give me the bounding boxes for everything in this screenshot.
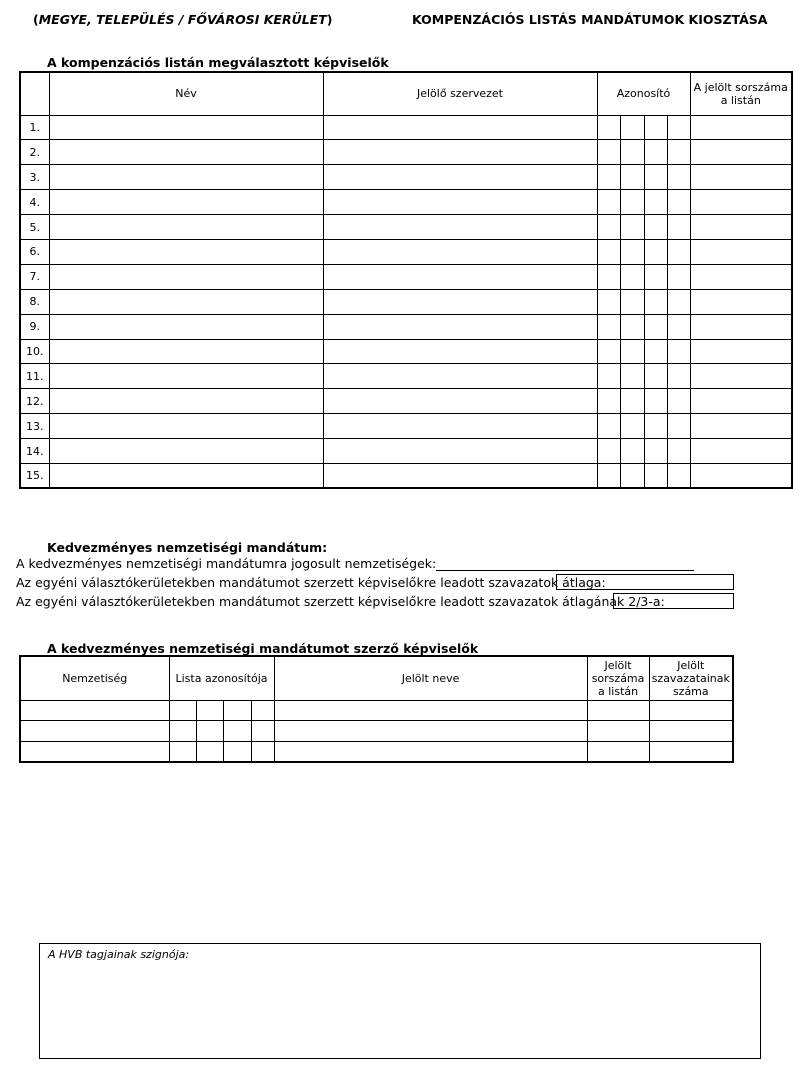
name-cell[interactable] [49, 414, 323, 439]
list-id-digit-cell[interactable] [169, 721, 196, 742]
row-number: 13. [20, 414, 49, 439]
identifier-digit-cell[interactable] [644, 389, 667, 414]
identifier-digit-cell[interactable] [667, 339, 690, 364]
nationality-cell[interactable] [20, 721, 169, 742]
row-number-header [20, 72, 49, 115]
row-number: 7. [20, 264, 49, 289]
name-cell[interactable] [49, 314, 323, 339]
organization-cell[interactable] [323, 140, 597, 165]
identifier-digit-cell[interactable] [597, 439, 620, 464]
identifier-digit-cell[interactable] [620, 389, 644, 414]
identifier-digit-cell[interactable] [597, 389, 620, 414]
organization-cell[interactable] [323, 264, 597, 289]
identifier-digit-cell[interactable] [620, 215, 644, 240]
rank-cell[interactable] [690, 339, 792, 364]
identifier-digit-cell[interactable] [597, 339, 620, 364]
identifier-digit-cell[interactable] [597, 463, 620, 488]
organization-cell[interactable] [323, 239, 597, 264]
name-cell[interactable] [49, 389, 323, 414]
list-id-digit-cell[interactable] [223, 700, 251, 721]
list-id-header: Lista azonosítója [169, 656, 274, 700]
header-location-italic: MEGYE, TELEPÜLÉS / FŐVÁROSI KERÜLET [38, 12, 327, 27]
candidate-name-header: Jelölt neve [274, 656, 587, 700]
table-header-row [20, 656, 733, 700]
identifier-digit-cell[interactable] [644, 439, 667, 464]
name-cell[interactable] [49, 140, 323, 165]
table-row [20, 239, 792, 264]
row-number: 14. [20, 439, 49, 464]
identifier-digit-cell[interactable] [597, 115, 620, 140]
table-row [20, 215, 792, 240]
rank-cell[interactable] [690, 140, 792, 165]
table-header-row [20, 72, 792, 115]
name-cell[interactable] [49, 364, 323, 389]
table-row [20, 439, 792, 464]
candidate-votes-header: Jelölt szavazatainak száma [649, 656, 733, 700]
identifier-header: Azonosító [597, 72, 690, 115]
table-row [20, 264, 792, 289]
list-id-digit-cell[interactable] [251, 721, 274, 742]
two-thirds-field[interactable] [613, 593, 734, 609]
organization-header: Jelölő szervezet [323, 72, 597, 115]
two-thirds-line: Az egyéni választókerületekben mandátumot szerzett képviselőkre leadott szavazatok átlagának 2/3-a: [16, 594, 665, 609]
list-id-digit-cell[interactable] [223, 741, 251, 762]
candidate-votes-cell[interactable] [649, 721, 733, 742]
row-number: 8. [20, 289, 49, 314]
identifier-digit-cell[interactable] [667, 215, 690, 240]
signature-label: A HVB tagjainak szignója: [48, 948, 190, 961]
name-cell[interactable] [49, 239, 323, 264]
list-id-digit-cell[interactable] [169, 700, 196, 721]
identifier-digit-cell[interactable] [620, 115, 644, 140]
candidate-rank-header: Jelölt sorszáma a listán [587, 656, 649, 700]
row-number: 4. [20, 190, 49, 215]
identifier-digit-cell[interactable] [620, 239, 644, 264]
organization-cell[interactable] [323, 190, 597, 215]
average-votes-field[interactable] [556, 574, 734, 590]
row-number: 2. [20, 140, 49, 165]
row-number: 12. [20, 389, 49, 414]
rank-cell[interactable] [690, 314, 792, 339]
nationality-header: Nemzetiség [20, 656, 169, 700]
list-id-digit-cell[interactable] [196, 721, 223, 742]
identifier-digit-cell[interactable] [597, 239, 620, 264]
identifier-digit-cell[interactable] [597, 190, 620, 215]
identifier-digit-cell[interactable] [597, 314, 620, 339]
identifier-digit-cell[interactable] [667, 364, 690, 389]
identifier-digit-cell[interactable] [597, 140, 620, 165]
identifier-digit-cell[interactable] [620, 289, 644, 314]
organization-cell[interactable] [323, 314, 597, 339]
table-row [20, 414, 792, 439]
row-number: 3. [20, 165, 49, 190]
identifier-digit-cell[interactable] [644, 140, 667, 165]
rank-header: A jelölt sorszáma a listán [690, 72, 792, 115]
name-cell[interactable] [49, 264, 323, 289]
table-row [20, 339, 792, 364]
list-id-digit-cell[interactable] [196, 741, 223, 762]
identifier-digit-cell[interactable] [667, 239, 690, 264]
name-cell[interactable] [49, 439, 323, 464]
list-id-digit-cell[interactable] [251, 741, 274, 762]
identifier-digit-cell[interactable] [644, 239, 667, 264]
rank-cell[interactable] [690, 264, 792, 289]
rank-cell[interactable] [690, 239, 792, 264]
identifier-digit-cell[interactable] [644, 115, 667, 140]
nationality-mandate-table [19, 655, 734, 763]
identifier-digit-cell[interactable] [597, 264, 620, 289]
rank-cell[interactable] [690, 439, 792, 464]
name-cell[interactable] [49, 463, 323, 488]
list-id-digit-cell[interactable] [223, 721, 251, 742]
organization-cell[interactable] [323, 439, 597, 464]
page-title: KOMPENZÁCIÓS LISTÁS MANDÁTUMOK KIOSZTÁSA [412, 12, 768, 27]
identifier-digit-cell[interactable] [667, 439, 690, 464]
section3-title: A kedvezményes nemzetiségi mandátumot szerző képviselők [47, 641, 479, 656]
identifier-digit-cell[interactable] [667, 190, 690, 215]
nationality-cell[interactable] [20, 700, 169, 721]
candidate-name-cell[interactable] [274, 721, 587, 742]
name-cell[interactable] [49, 339, 323, 364]
signature-box[interactable] [39, 943, 761, 1059]
name-cell[interactable] [49, 115, 323, 140]
row-number: 15. [20, 463, 49, 488]
identifier-digit-cell[interactable] [644, 314, 667, 339]
table-row [20, 463, 792, 488]
table-row [20, 165, 792, 190]
row-number: 9. [20, 314, 49, 339]
row-number: 6. [20, 239, 49, 264]
organization-cell[interactable] [323, 364, 597, 389]
table-row [20, 289, 792, 314]
candidate-name-cell[interactable] [274, 741, 587, 762]
identifier-digit-cell[interactable] [644, 190, 667, 215]
organization-cell[interactable] [323, 115, 597, 140]
organization-cell[interactable] [323, 289, 597, 314]
identifier-digit-cell[interactable] [667, 414, 690, 439]
identifier-digit-cell[interactable] [620, 439, 644, 464]
name-cell[interactable] [49, 165, 323, 190]
identifier-digit-cell[interactable] [644, 289, 667, 314]
identifier-digit-cell[interactable] [644, 339, 667, 364]
list-id-digit-cell[interactable] [169, 741, 196, 762]
identifier-digit-cell[interactable] [644, 165, 667, 190]
rank-cell[interactable] [690, 414, 792, 439]
table-row [20, 364, 792, 389]
table-row [20, 115, 792, 140]
organization-cell[interactable] [323, 414, 597, 439]
candidate-rank-cell[interactable] [587, 700, 649, 721]
table-row [20, 721, 733, 742]
identifier-digit-cell[interactable] [667, 140, 690, 165]
candidate-votes-cell[interactable] [649, 700, 733, 721]
identifier-digit-cell[interactable] [620, 339, 644, 364]
identifier-digit-cell[interactable] [620, 314, 644, 339]
row-number: 1. [20, 115, 49, 140]
organization-cell[interactable] [323, 339, 597, 364]
name-cell[interactable] [49, 289, 323, 314]
elected-representatives-table [19, 71, 793, 489]
table-row [20, 389, 792, 414]
identifier-digit-cell[interactable] [597, 165, 620, 190]
identifier-digit-cell[interactable] [597, 414, 620, 439]
identifier-digit-cell[interactable] [597, 289, 620, 314]
name-cell[interactable] [49, 190, 323, 215]
table-row [20, 140, 792, 165]
name-header: Név [49, 72, 323, 115]
identifier-digit-cell[interactable] [667, 115, 690, 140]
rank-cell[interactable] [690, 389, 792, 414]
candidate-votes-cell[interactable] [649, 741, 733, 762]
nationalities-field[interactable] [436, 557, 694, 571]
identifier-digit-cell[interactable] [667, 463, 690, 488]
identifier-digit-cell[interactable] [620, 463, 644, 488]
nationality-cell[interactable] [20, 741, 169, 762]
organization-cell[interactable] [323, 463, 597, 488]
average-votes-line: Az egyéni választókerületekben mandátumot szerzett képviselőkre leadott szavazatok átlaga: [16, 575, 606, 590]
list-id-digit-cell[interactable] [196, 700, 223, 721]
row-number: 11. [20, 364, 49, 389]
identifier-digit-cell[interactable] [644, 364, 667, 389]
table-row [20, 700, 733, 721]
row-number: 10. [20, 339, 49, 364]
table-row [20, 314, 792, 339]
section1-title: A kompenzációs listán megválasztott képviselők [47, 55, 389, 70]
identifier-digit-cell[interactable] [644, 463, 667, 488]
rank-cell[interactable] [690, 463, 792, 488]
identifier-digit-cell[interactable] [644, 414, 667, 439]
identifier-digit-cell[interactable] [667, 314, 690, 339]
identifier-digit-cell[interactable] [620, 414, 644, 439]
rank-cell[interactable] [690, 364, 792, 389]
identifier-digit-cell[interactable] [667, 264, 690, 289]
identifier-digit-cell[interactable] [644, 264, 667, 289]
nationalities-line: A kedvezményes nemzetiségi mandátumra jogosult nemzetiségek: [16, 556, 694, 571]
identifier-digit-cell[interactable] [667, 165, 690, 190]
identifier-digit-cell[interactable] [644, 215, 667, 240]
table-row [20, 741, 733, 762]
rank-cell[interactable] [690, 215, 792, 240]
organization-cell[interactable] [323, 215, 597, 240]
identifier-digit-cell[interactable] [620, 165, 644, 190]
row-number: 5. [20, 215, 49, 240]
organization-cell[interactable] [323, 389, 597, 414]
identifier-digit-cell[interactable] [620, 190, 644, 215]
rank-cell[interactable] [690, 165, 792, 190]
list-id-digit-cell[interactable] [251, 700, 274, 721]
identifier-digit-cell[interactable] [597, 364, 620, 389]
identifier-digit-cell[interactable] [620, 264, 644, 289]
candidate-rank-cell[interactable] [587, 721, 649, 742]
rank-cell[interactable] [690, 190, 792, 215]
identifier-digit-cell[interactable] [597, 215, 620, 240]
rank-cell[interactable] [690, 289, 792, 314]
identifier-digit-cell[interactable] [667, 389, 690, 414]
candidate-rank-cell[interactable] [587, 741, 649, 762]
identifier-digit-cell[interactable] [667, 289, 690, 314]
candidate-name-cell[interactable] [274, 700, 587, 721]
name-cell[interactable] [49, 215, 323, 240]
identifier-digit-cell[interactable] [620, 140, 644, 165]
section2-title: Kedvezményes nemzetiségi mandátum: [47, 540, 328, 555]
organization-cell[interactable] [323, 165, 597, 190]
rank-cell[interactable] [690, 115, 792, 140]
header-location: (MEGYE, TELEPÜLÉS / FŐVÁROSI KERÜLET) [33, 12, 333, 27]
table-row [20, 190, 792, 215]
identifier-digit-cell[interactable] [620, 364, 644, 389]
